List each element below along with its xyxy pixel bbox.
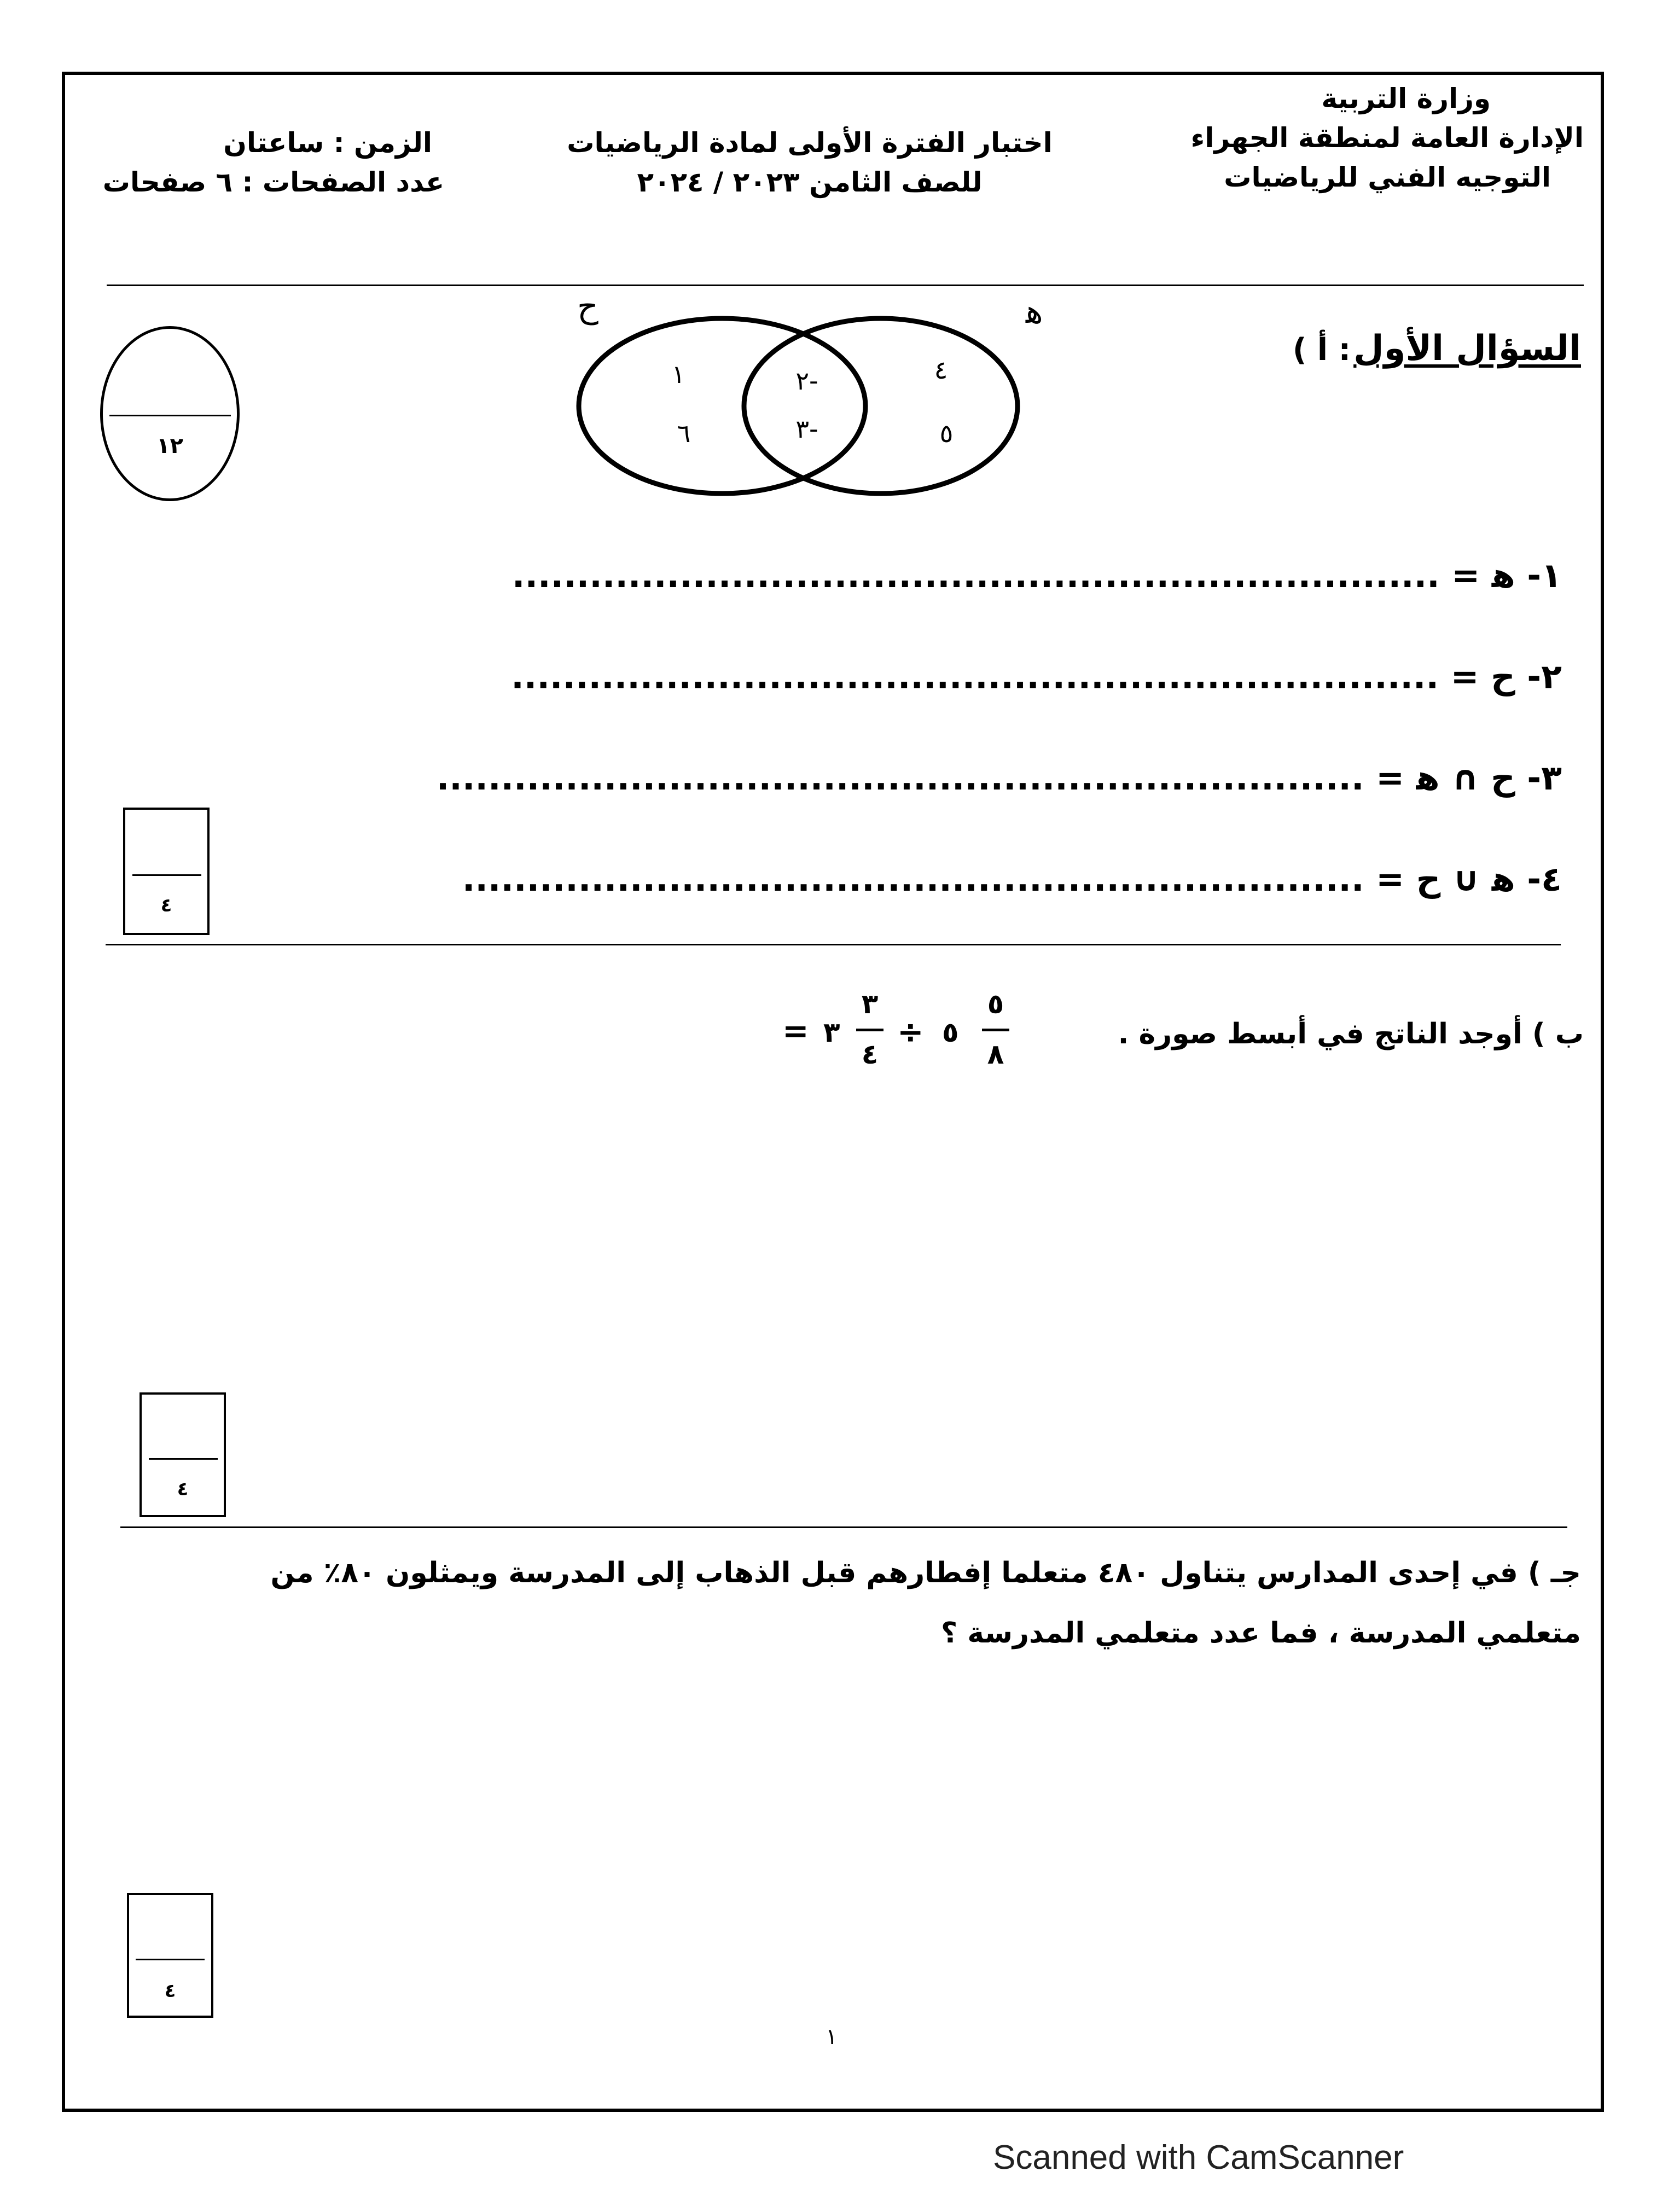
part-c-score: ٤ xyxy=(164,1980,176,2002)
set-e-ellipse xyxy=(744,318,1018,494)
numerator: ٥ xyxy=(987,988,1004,1020)
venn-element: ٤ xyxy=(934,355,948,385)
page-number: ١ xyxy=(826,2024,838,2050)
set-e-label: ﻫ xyxy=(1026,295,1043,331)
numerator: ٣ xyxy=(861,988,879,1020)
administration-name: الإدارة العامة لمنطقة الجهراء xyxy=(1190,122,1584,154)
divide-sign: ÷ xyxy=(897,1013,924,1050)
total-score: ١٢ xyxy=(156,433,183,458)
exam-title: اختبار الفترة الأولى لمادة الرياضيات xyxy=(567,127,1053,159)
header-right xyxy=(1191,85,1584,191)
ministry-name: وزارة التربية xyxy=(1321,83,1491,114)
fraction-bar xyxy=(856,1029,884,1031)
denominator: ٤ xyxy=(861,1038,879,1070)
set-h-label: ح xyxy=(577,295,598,326)
part-b-score: ٤ xyxy=(177,1478,189,1500)
header-divider xyxy=(107,285,1584,286)
part-b-score-line xyxy=(149,1458,218,1460)
header-left xyxy=(93,129,454,196)
venn-element: ٦ xyxy=(677,419,691,448)
set-question-2[interactable]: ٢- ح = ........................................................................ xyxy=(511,657,1562,696)
total-score-line xyxy=(109,415,231,416)
denominator: ٨ xyxy=(987,1038,1004,1070)
venn-element: ٣- xyxy=(795,414,818,444)
venn-element: ٢- xyxy=(795,366,818,396)
part-b-prompt: ب ) أوجد الناتج في أبسط صورة . xyxy=(1118,1018,1584,1050)
set-question-1[interactable]: ١- ﻫ = ........................................................................ xyxy=(512,555,1562,595)
total-score-oval xyxy=(100,326,240,501)
part-a-divider xyxy=(106,944,1561,945)
question-1-title: السؤال الأول xyxy=(1353,328,1581,369)
part-a-score: ٤ xyxy=(160,895,172,916)
part-b-divider xyxy=(120,1526,1567,1528)
part-c-score-line xyxy=(136,1959,205,1960)
fraction-3-3-4 xyxy=(856,990,884,1078)
venn-element: ٥ xyxy=(939,419,954,448)
venn-diagram xyxy=(563,295,1078,514)
part-c-prompt: جـ ) في إحدى المدارس يتناول ٤٨٠ متعلما إفطارهم قبل الذهاب إلى المدرسة ويمثلون ٨٠٪ من متعلمي المدرسة ، فما عدد متعلمي المدرسة ؟ xyxy=(270,1557,1581,1650)
exam-duration: الزمن : ساعتان xyxy=(223,127,432,159)
equals-sign: = xyxy=(782,1012,809,1049)
fraction-5-5-8 xyxy=(982,990,1009,1078)
fraction-bar xyxy=(982,1029,1009,1031)
header-center xyxy=(547,129,1072,196)
grade-year: للصف الثامن ٢٠٢٣ / ٢٠٢٤ xyxy=(637,166,983,198)
set-h-ellipse xyxy=(579,318,865,494)
department-name: التوجيه الفني للرياضيات xyxy=(1224,161,1551,193)
question-1-heading xyxy=(1293,328,1581,369)
scanner-watermark: Scanned with CamScanner xyxy=(993,2139,1404,2176)
part-a-label: : ﺃ ) xyxy=(1292,332,1351,368)
part-a-score-line xyxy=(132,874,201,876)
set-question-3[interactable]: ٣- ح ∩ ﻫ = ........................................................................ xyxy=(436,758,1562,798)
set-question-4[interactable]: ٤- ﻫ ∪ ح = ...................................................................... xyxy=(462,859,1562,899)
page-count: عدد الصفحات : ٦ صفحات xyxy=(102,166,445,198)
venn-element: ١ xyxy=(671,359,685,389)
whole-number: ٥ xyxy=(942,1017,959,1048)
whole-number: ٣ xyxy=(823,1017,840,1048)
